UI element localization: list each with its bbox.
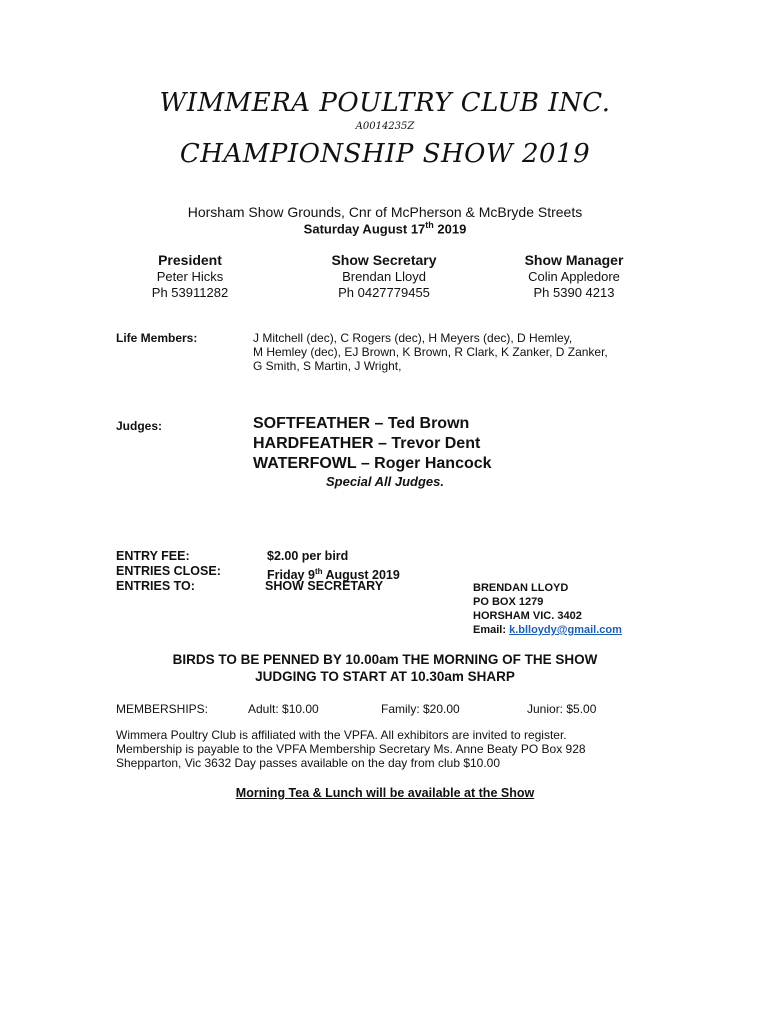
date-sup: th [425, 220, 434, 230]
official-president [90, 252, 290, 301]
official-phone: Ph 0427779455 [338, 285, 430, 300]
close-prefix: Friday 9 [267, 568, 315, 583]
show-date [0, 220, 770, 236]
official-name: Colin Appledore [528, 269, 620, 284]
entries-to-value: SHOW SECRETARY [265, 579, 384, 593]
show-title: CHAMPIONSHIP SHOW 2019 [179, 139, 591, 169]
life-members-line: M Hemley (dec), EJ Brown, K Brown, R Clark, K Zanker, D Zanker, [253, 345, 608, 359]
email-link[interactable]: k.blloydy@gmail.com [509, 624, 622, 636]
official-role: President [158, 252, 222, 268]
judges-label: Judges: [116, 419, 163, 433]
catering-notice: Morning Tea & Lunch will be available at the Show [235, 786, 535, 800]
membership-family: Family: $20.00 [381, 702, 460, 716]
affiliation-paragraph [116, 728, 656, 770]
entry-fee-value: $2.00 per bird [267, 549, 349, 563]
life-members-line: G Smith, S Martin, J Wright, [253, 359, 402, 373]
memberships-label: MEMBERSHIPS: [116, 702, 209, 716]
membership-junior: Junior: $5.00 [527, 702, 597, 716]
official-manager [474, 252, 674, 301]
club-name: WIMMERA POULTRY CLUB INC. [159, 88, 611, 118]
official-name: Peter Hicks [156, 269, 224, 284]
secretary-address [473, 581, 622, 637]
official-phone: Ph 5390 4213 [533, 285, 615, 300]
entries-close-label: ENTRIES CLOSE: [116, 564, 221, 578]
address-box: PO BOX 1279 [473, 596, 544, 608]
venue: Horsham Show Grounds, Cnr of McPherson & McBryde Streets [187, 204, 583, 220]
address-town: HORSHAM VIC. 3402 [473, 610, 582, 622]
close-suffix: August 2019 [322, 568, 400, 583]
entry-fee-label: ENTRY FEE: [116, 549, 190, 563]
life-members-label: Life Members: [116, 331, 198, 345]
date-suffix: 2019 [433, 221, 467, 237]
paragraph-line: Wimmera Poultry Club is affiliated with the VPFA. All exhibitors are invited to register. [116, 728, 567, 742]
notice-line: JUDGING TO START AT 10.30am SHARP [255, 669, 515, 684]
judge-hardfeather: HARDFEATHER – Trevor Dent [253, 435, 481, 452]
judge-waterfowl: WATERFOWL – Roger Hancock [253, 455, 492, 472]
email-label: Email: [473, 624, 507, 636]
official-name: Brendan Lloyd [342, 269, 426, 284]
entries-to-label: ENTRIES TO: [116, 579, 195, 593]
official-role: Show Secretary [331, 252, 437, 268]
official-secretary [284, 252, 484, 301]
address-name: BRENDAN LLOYD [473, 582, 569, 594]
penning-notice [0, 651, 770, 685]
special-judges: Special All Judges. [325, 474, 444, 489]
paragraph-line: Shepparton, Vic 3632 Day passes available on the day from club $10.00 [116, 756, 501, 770]
life-members-list [253, 331, 653, 373]
date-prefix: Saturday August 17 [303, 221, 426, 237]
address-email-row [473, 623, 622, 637]
paragraph-line: Membership is payable to the VPFA Membership Secretary Ms. Anne Beaty PO Box 928 [116, 742, 586, 756]
notice-line: BIRDS TO BE PENNED BY 10.00am THE MORNING OF THE SHOW [172, 652, 598, 667]
close-sup: th [314, 567, 323, 576]
registration-number: A0014235Z [355, 121, 415, 132]
membership-adult: Adult: $10.00 [248, 702, 319, 716]
judge-softfeather: SOFTFEATHER – Ted Brown [253, 415, 470, 432]
official-role: Show Manager [524, 252, 624, 268]
life-members-line: J Mitchell (dec), C Rogers (dec), H Meyers (dec), D Hemley, [253, 331, 573, 345]
official-phone: Ph 53911282 [151, 285, 229, 300]
